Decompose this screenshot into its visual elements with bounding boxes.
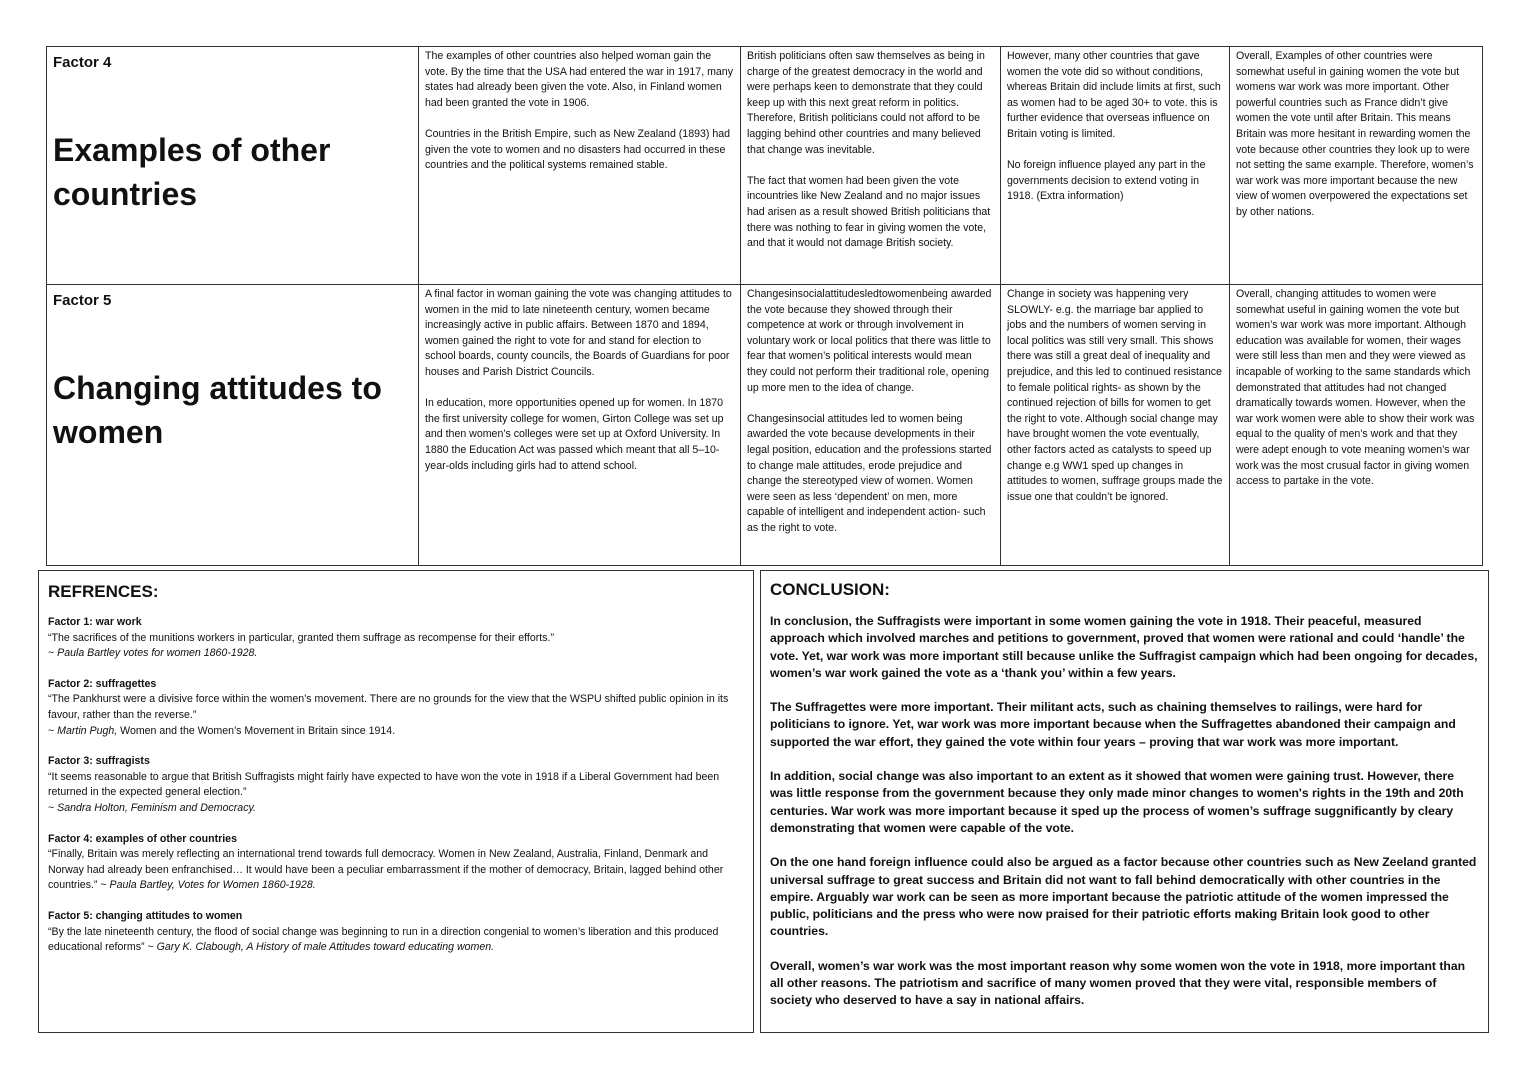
reference-source: Paula Bartley votes for women 1860-1928. xyxy=(57,647,258,660)
reference-quote: “The Pankhurst were a divisive force within the women’s movement. There are no grounds for the view that the WSPU shifted public opinion in its favour, rather than the reverse.” xyxy=(48,693,729,721)
references-heading: REFRENCES: xyxy=(48,582,159,601)
factor5-label: Factor 5 xyxy=(53,292,112,309)
citation-prefix: ~ xyxy=(48,801,58,814)
factor-table xyxy=(46,46,1483,566)
citation-prefix: ~ xyxy=(144,941,157,954)
reference-item xyxy=(48,754,744,816)
reference-citation xyxy=(48,646,744,662)
factor4-judgement xyxy=(1230,47,1483,285)
conclusion-paragraph: In addition, social change was also important to an extent as it showed that women were gaining trust. However, there was little response from the government because they only made minor changes to women's rights in the 19th and 20th centuries. War work was more important because it sped up the process of women’s suffrage suggnificantly by cleary demonstrating that women were capable of the vote. xyxy=(770,769,1464,835)
conclusion-paragraph: On the one hand foreign influence could also be argued as a factor because other countries such as New Zeeland granted universal suffrage to great success and Britain did not want to fall behind democratically with other countries in the empire. Arguably war work can be seen as more important because the patriotic attitude of the women impressed the public, politicians and the press who were now praised for their patriotic efforts making Britain look good to other countries. xyxy=(770,855,1477,939)
factor5-impact xyxy=(741,285,1001,566)
reference-source: Sandra Holton, Feminism and Democracy. xyxy=(57,801,256,814)
reference-title: Factor 5: changing attitudes to women xyxy=(48,909,243,922)
reference-title: Factor 2: suffragettes xyxy=(48,677,157,690)
reference-source: Paula Bartley, Votes for Women 1860-1928. xyxy=(109,879,316,892)
factor4-title: Examples of other countries xyxy=(53,132,331,212)
paragraph: Overall, changing attitudes to women were somewhat useful in gaining women the vote but women’s war work was more important. Although education was available for women, their wages were still less than men and they were viewed as incapable of working to the same standards which demonstrated that attitudes had not changed dramatically towards women. However, when the war work women were able to show their work was equal to the quality of men’s work and that they were adept enough to vote meaning women’s war work was the most crusual factor in giving women access to partake in the vote. xyxy=(1236,288,1475,488)
conclusion-paragraph: In conclusion, the Suffragists were important in some women gaining the vote in 1918. Their peaceful, measured approach which involved marches and petitions to government, proved that women were rational and could ‘handle’ the vote. Yet, war work was more important still because unlike the Suffragist campaign which had been ongoing for decades, women’s war work gained the vote as a ‘thank you’ within a few years. xyxy=(770,614,1478,680)
paragraph: Changesinsocial attitudes led to women being awarded the vote because developments in their legal position, education and the professions started to change male attitudes, erode prejudice and change the stereotyped view of women. Women were seen as less ‘dependent’ on men, more capable of intelligent and independent action- such as the right to vote. xyxy=(747,412,992,534)
reference-quote-with-citation xyxy=(48,925,744,956)
reference-quote-with-citation xyxy=(48,847,744,894)
factor5-counterargument xyxy=(1001,285,1230,566)
factor5-label-cell xyxy=(47,285,419,566)
reference-source: Martin Pugh, xyxy=(57,724,118,737)
reference-title: Factor 3: suffragists xyxy=(48,755,150,768)
paragraph: British politicians often saw themselves as being in charge of the greatest democracy in the world and were perhaps keen to demonstrate that they could keep up with this next great reform in politics. Therefore, British politicians could not afford to be lagging behind other countries and many believed that change was inevitable. xyxy=(747,50,985,156)
reference-item xyxy=(48,909,744,956)
reference-item xyxy=(48,677,744,739)
paragraph: A final factor in woman gaining the vote was changing attitudes to women in the mid to late nineteenth century, women became increasingly active in public affairs. Between 1870 and 1894, women gained the right to vote for and stand for election to school boards, county councils, the Boards of Guardians for poor houses and Parish District Councils. xyxy=(425,288,732,378)
conclusion-box xyxy=(760,570,1489,1033)
reference-quote: “The sacrifices of the munitions workers in particular, granted them suffrage as recompense for their efforts.” xyxy=(48,631,554,644)
paragraph: The examples of other countries also helped woman gain the vote. By the time that the USA had entered the war in 1917, many states had already been given the vote. Also, in Finland women had been granted the vote in 1906. xyxy=(425,50,733,109)
reference-title: Factor 4: examples of other countries xyxy=(48,832,237,845)
references-box xyxy=(38,570,754,1033)
reference-quote: “By the late nineteenth century, the flood of social change was beginning to run in a direction congenial to women’s liberation and this produced educational reforms” xyxy=(48,925,719,954)
reference-quote: “It seems reasonable to argue that British Suffragists might fairly have expected to have won the vote in 1918 if a Liberal Government had been returned in the expected general election.” xyxy=(48,770,720,799)
reference-item xyxy=(48,832,744,894)
reference-item xyxy=(48,615,744,662)
conclusion-heading: CONCLUSION: xyxy=(770,580,890,599)
citation-prefix: ~ xyxy=(48,724,58,737)
factor4-impact xyxy=(741,47,1001,285)
factor4-explanation xyxy=(419,47,741,285)
factor4-label: Factor 4 xyxy=(53,54,112,71)
paragraph: Change in society was happening very SLOWLY- e.g. the marriage bar applied to jobs and the numbers of women serving in local politics was still very small. This shows there was still a great deal of inequality and prejudice, and this led to continued resistance to female political rights- as shown by the continued rejection of bills for women to get the right to vote. Although social change may have brought women the vote eventually, other factors acted as catalysts to speed up change e.g WW1 sped up changes in attitudes to women, suffrage groups made the issue one that couldn’t be ignored. xyxy=(1007,288,1223,503)
reference-citation xyxy=(48,724,744,740)
paragraph: The fact that women had been given the vote incountries like New Zealand and no major issues had arisen as a result showed British politicians that there was nothing to fear in giving women the vote, and that it would not damage British society. xyxy=(747,174,991,250)
factor5-row xyxy=(47,285,1483,566)
citation-prefix: ~ xyxy=(48,647,58,660)
factor4-counterargument xyxy=(1001,47,1230,285)
paragraph: Overall, Examples of other countries were somewhat useful in gaining women the vote but womens war work was more important. Other powerful countries such as France didn’t give women the vote until after Britain. This means Britain was more hesitant in rewarding women the vote because other countries they look up to were not setting the same example. Therefore, women’s war work was more important because the new view of women overpowered the expectations set by other nations. xyxy=(1236,50,1474,218)
reference-quote: “Finally, Britain was merely reflecting an international trend towards full democracy. Women in New Zealand, Australia, Finland, Denmark and Norway had already been enfranchised… It would have been a peculiar embarrassment if the mother of democracy, Britain, lagged behind other countries.” xyxy=(48,848,724,892)
paragraph: However, many other countries that gave women the vote did so without conditions, whereas Britain did include limits at first, such as women had to be aged 30+ to vote. this is further evidence that overseas influence on Britain voting is limited. xyxy=(1007,50,1221,140)
conclusion-paragraph: The Suffragettes were more important. Their militant acts, such as chaining themselves to railings, were hard for politicians to ignore. Yet, war work was more important because when the Suffragettes abandoned their campaign and supported the war effort, they gained the vote within four years – proving that war work was more important. xyxy=(770,700,1456,749)
reference-source: Gary K. Clabough, A History of male Attitudes toward educating women. xyxy=(156,941,495,954)
factor4-row xyxy=(47,47,1483,285)
reference-title: Factor 1: war work xyxy=(48,616,142,628)
citation-prefix: ~ xyxy=(97,879,110,892)
paragraph: No foreign influence played any part in the governments decision to extend voting in 1918. (Extra information) xyxy=(1007,159,1206,203)
paragraph: Countries in the British Empire, such as New Zealand (1893) had given the vote to women and no disasters had occurred in these countries and the political systems remained stable. xyxy=(425,127,731,172)
factor5-judgement xyxy=(1230,285,1483,566)
paragraph: In education, more opportunities opened up for women. In 1870 the first university college for women, Girton College was set up and then women’s colleges were set up at Oxford University. In 1880 the Education Act was passed which meant that all 5–10-year-olds including girls had to attend school. xyxy=(425,397,724,472)
conclusion-paragraph: Overall, women’s war work was the most important reason why some women won the vote in 1918, more important than all other reasons. The patriotism and sacrifice of many women proved that they were vital, responsible members of society who deserved to have a say in national affairs. xyxy=(770,958,1466,1008)
factor5-title: Changing attitudes to women xyxy=(53,370,382,450)
citation-suffix: Women and the Women’s Movement in Britain since 1914. xyxy=(117,724,396,737)
reference-citation xyxy=(48,801,744,817)
factor4-label-cell xyxy=(47,47,419,285)
factor5-explanation xyxy=(419,285,741,566)
paragraph: Changesinsocialattitudesledtowomenbeing awarded the vote because they showed through their competence at work or through involvement in voluntary work or local politics that there was little to fear that women’s political interests would mean they could not perform their traditional role, opening up more men to the idea of change. xyxy=(747,288,992,394)
